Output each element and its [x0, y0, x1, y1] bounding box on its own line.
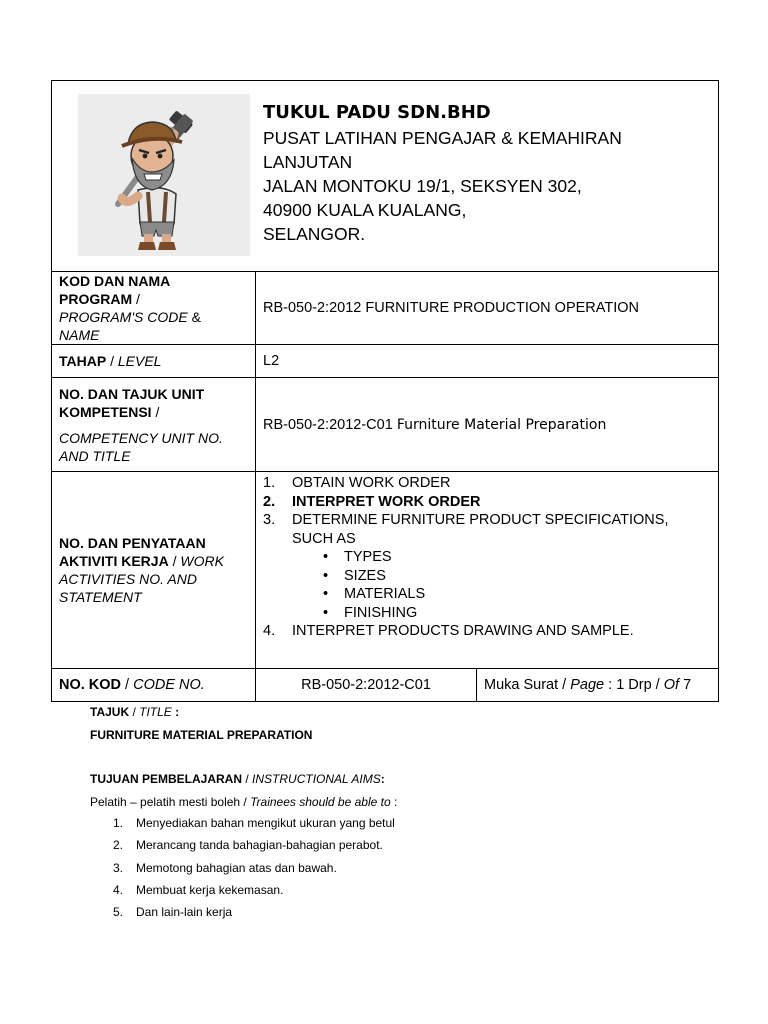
activity-item: [263, 493, 711, 512]
label-separator: /: [168, 553, 181, 569]
aims-intro-text: Pelatih – pelatih mesti boleh /: [90, 795, 251, 809]
unit-label: [52, 378, 256, 472]
label-separator: /: [151, 403, 160, 420]
aim-text: Menyediakan bahan mengikut ukuran yang betul: [136, 816, 395, 830]
aim-number: 4.: [113, 882, 124, 897]
activities-label: [52, 472, 256, 669]
aim-item: [113, 838, 395, 860]
company-address-line: LANJUTAN: [263, 152, 353, 172]
label-separator: /: [242, 772, 253, 786]
level-label-italic: LEVEL: [117, 353, 162, 369]
document-title-text: FURNITURE MATERIAL PREPARATION: [90, 728, 313, 742]
aims-intro-colon: :: [390, 795, 398, 809]
activity-sub-item: • FINISHING: [321, 604, 711, 623]
page-number: [477, 669, 719, 702]
activity-item: [263, 474, 711, 493]
activities-ordered-list: [263, 474, 711, 641]
aim-item: [113, 905, 395, 927]
activity-number: 3.: [263, 512, 276, 528]
aims-label-italic: INSTRUCTIONAL AIMS: [252, 772, 381, 786]
code-value: RB-050-2:2012-C01: [256, 669, 477, 702]
aim-item: [113, 861, 395, 883]
program-value: RB-050-2:2012 FURNITURE PRODUCTION OPERATION: [256, 272, 719, 345]
aims-label-colon: :: [380, 772, 385, 786]
activity-text: INTERPRET WORK ORDER: [292, 493, 481, 510]
program-label-italic: PROGRAM'S CODE: [59, 309, 188, 325]
label-separator: /: [121, 677, 134, 693]
title-label-italic: TITLE: [139, 705, 172, 719]
activities-label-italic: ACTIVITIES NO. AND: [59, 571, 197, 587]
program-label: [52, 272, 256, 345]
company-address-line: 40900 KUALA KUALANG,: [263, 200, 467, 220]
activity-number: 2.: [263, 493, 276, 510]
header-cell: [52, 81, 719, 272]
document-title: [90, 728, 312, 742]
activity-sub-item: • MATERIALS: [321, 585, 711, 604]
label-separator: &: [187, 309, 201, 325]
aim-text: Memotong bahagian atas dan bawah.: [136, 860, 337, 875]
aim-number: 1.: [113, 816, 124, 830]
aim-text: Merancang tanda bahagian-bahagian perabot.: [136, 838, 383, 853]
label-separator: /: [106, 353, 118, 369]
label-separator: /: [129, 705, 140, 719]
page-of-italic: Of: [663, 677, 680, 693]
unit-label-bold: KOMPETENSI: [59, 403, 152, 420]
activities-label-bold: NO. DAN PENYATAAN: [59, 535, 206, 551]
activity-text-continued: SUCH AS: [292, 530, 356, 547]
unit-title: Furniture Material Preparation: [396, 416, 607, 433]
aim-item: [113, 883, 395, 905]
activity-text: INTERPRET PRODUCTS DRAWING AND SAMPLE.: [292, 623, 634, 639]
hammer-worker-mascot-icon: [78, 94, 250, 256]
activities-list: [256, 472, 719, 669]
company-info: [263, 101, 622, 246]
page-label-italic: Page: [570, 677, 605, 693]
level-label: [52, 345, 256, 378]
company-address-line: SELANGOR.: [263, 224, 366, 244]
activity-text: DETERMINE FURNITURE PRODUCT SPECIFICATIONS,: [292, 512, 669, 528]
activity-number: 1.: [263, 475, 276, 491]
company-name: TUKUL PADU SDN.BHD: [263, 102, 491, 123]
activity-item: [263, 511, 711, 622]
code-label-bold: NO. KOD: [59, 677, 122, 693]
aim-item: [113, 816, 395, 838]
activity-number: 4.: [263, 623, 276, 639]
page-total: 7: [679, 677, 692, 693]
unit-label-italic: COMPETENCY UNIT NO.: [59, 429, 223, 446]
company-address-line: PUSAT LATIHAN PENGAJAR & KEMAHIRAN: [263, 128, 622, 148]
code-label: [52, 669, 256, 702]
title-label-colon: :: [171, 705, 180, 719]
activity-sub-item: • TYPES: [321, 548, 711, 567]
activities-label-italic: STATEMENT: [59, 589, 142, 605]
aim-number: 2.: [113, 838, 124, 853]
level-value: L2: [256, 345, 719, 378]
aims-label: [90, 772, 385, 786]
page-label: Muka Surat /: [484, 677, 571, 693]
unit-label-italic: AND TITLE: [59, 447, 131, 464]
aim-text: Dan lain-lain kerja: [136, 905, 233, 920]
label-separator: /: [132, 291, 140, 307]
unit-label-bold: NO. DAN TAJUK UNIT: [59, 385, 205, 402]
level-label-bold: TAHAP: [59, 353, 107, 369]
activity-sub-list: [263, 548, 711, 622]
activities-label-bold: AKTIVITI KERJA: [59, 553, 169, 569]
page-current: : 1 Drp /: [604, 677, 664, 693]
title-label-bold: TAJUK: [90, 705, 130, 719]
unit-value: [256, 378, 719, 472]
aim-number: 5.: [113, 905, 124, 920]
company-logo: [78, 94, 250, 256]
unit-code: RB-050-2:2012-C01: [263, 416, 397, 433]
aim-text: Membuat kerja kekemasan.: [136, 882, 284, 897]
title-label: [90, 705, 179, 719]
aims-intro: [90, 795, 397, 809]
aims-list: [113, 816, 395, 927]
activity-item: [263, 622, 711, 641]
aims-intro-italic: Trainees should be able to: [250, 795, 391, 809]
code-label-italic: CODE NO.: [133, 677, 205, 693]
activity-sub-item: • SIZES: [321, 567, 711, 586]
program-label-bold: PROGRAM: [59, 291, 133, 307]
document-info-table: [51, 80, 719, 702]
activities-label-italic: WORK: [180, 553, 224, 569]
program-label-italic: NAME: [59, 327, 100, 343]
company-address-line: JALAN MONTOKU 19/1, SEKSYEN 302,: [263, 176, 582, 196]
aim-number: 3.: [113, 860, 124, 875]
program-label-bold: KOD DAN NAMA: [59, 273, 171, 289]
activity-text: OBTAIN WORK ORDER: [292, 475, 451, 491]
aims-label-bold: TUJUAN PEMBELAJARAN: [90, 772, 243, 786]
